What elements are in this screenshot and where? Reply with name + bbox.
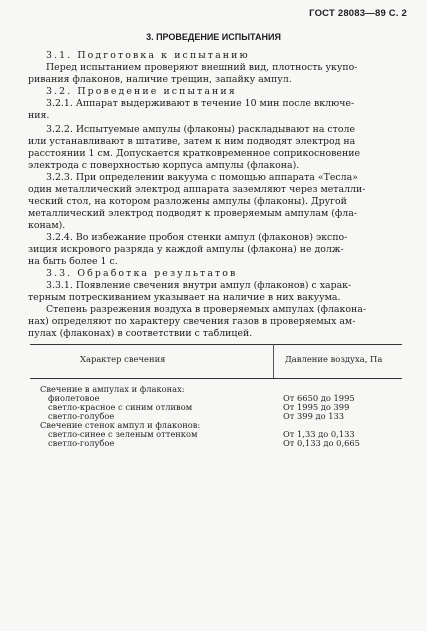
text-line: 3.2.3. При определении вакуума с помощью аппарата «Тесла»	[46, 172, 358, 183]
table-row-value: От 6650 до 1995	[283, 393, 355, 403]
text-line: Степень разрежения воздуха в проверяемых ампулах (флакона-	[46, 304, 367, 315]
text-line: нах) определяют по характеру свечения газов в проверяемых ам-	[28, 316, 356, 327]
table-top-rule	[30, 344, 402, 345]
table-row-value: От 1,33 до 0,133	[283, 429, 355, 439]
text-line: или устанавливают в штативе, затем к ним подводят электрод на	[28, 136, 356, 147]
text-line: 3.2.2. Испытуемые ампулы (флаконы) раскладывают на столе	[46, 124, 355, 135]
text-line: конам).	[28, 220, 66, 231]
text-line: электрода с поверхностью корпуса ампулы (флакона).	[28, 160, 300, 171]
text-line: 3.2.1. Аппарат выдерживают в течение 10 мин после включе-	[46, 98, 355, 109]
subsection-heading: 3.2. Проведение испытания	[46, 86, 237, 97]
text-line: терным потрескиванием указывает на наличие в них вакуума.	[28, 292, 341, 303]
text-line: ческий стол, на котором разложены ампулы (флаконы). Другой	[28, 196, 347, 207]
text-line: расстоянии 1 см. Допускается кратковременное соприкосновение	[28, 148, 361, 159]
table-row-value: От 1995 до 399	[283, 402, 350, 412]
table-row-label: фиолетовое	[48, 393, 100, 403]
col-header-pressure: Давление воздуха, Па	[285, 354, 383, 364]
text-line: зиция искрового разряда у каждой ампулы (флакона) не долж-	[28, 244, 344, 255]
table-row-value: От 399 до 133	[283, 411, 345, 421]
subsection-heading: 3.1. Подготовка к испытанию	[46, 50, 250, 61]
table-row-label: светло-синее с зеленым оттенком	[48, 429, 198, 439]
text-line: металлический электрод подводят к проверяемым ампулам (фла-	[28, 208, 357, 219]
table-row-label: Свечение стенок ампул и флаконов:	[40, 420, 201, 430]
section-title: 3. ПРОВЕДЕНИЕ ИСПЫТАНИЯ	[146, 32, 281, 42]
text-line: 3.3.1. Появление свечения внутри ампул (флаконов) с харак-	[46, 280, 352, 291]
table-row-label: Свечение в ампулах и флаконах:	[40, 384, 185, 394]
table-row-label: светло-голубое	[48, 438, 115, 448]
running-head: ГОСТ 28083—89 С. 2	[309, 8, 407, 19]
text-line: Перед испытанием проверяют внешний вид, плотность укупо-	[46, 62, 358, 73]
subsection-heading: 3.3. Обработка результатов	[46, 268, 238, 279]
table-row-label: светло-красное с синим отливом	[48, 402, 193, 412]
table-row-label: светло-голубое	[48, 411, 115, 421]
text-line: 3.2.4. Во избежание пробоя стенки ампул (флаконов) экспо-	[46, 232, 348, 243]
table-header-rule	[30, 378, 402, 379]
table-row-value: От 0,133 до 0,665	[283, 438, 360, 448]
table-column-divider	[273, 344, 274, 378]
col-header-glow: Характер свечения	[80, 354, 166, 364]
text-line: ния.	[28, 110, 50, 121]
text-line: ривания флаконов, наличие трещин, запайку ампул.	[28, 74, 292, 85]
text-line: один металлический электрод аппарата заземляют через металли-	[28, 184, 366, 195]
text-line: пулах (флаконах) в соответствии с таблицей.	[28, 328, 253, 339]
text-line: на быть более 1 с.	[28, 256, 118, 267]
